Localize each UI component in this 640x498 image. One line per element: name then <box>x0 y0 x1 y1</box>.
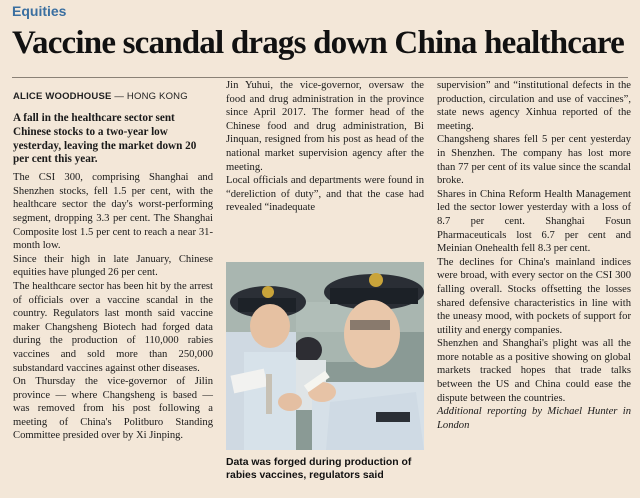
byline-location: HONG KONG <box>126 91 188 102</box>
paragraph: Changsheng shares fell 5 per cent yesterday in Shenzhen. The company has lost more than 77 per cent of its value since the scandal broke. <box>437 134 631 187</box>
paragraph: The CSI 300, comprising Shanghai and Shenzhen stocks, fell 1.5 per cent, with the healthcare sector the day's worst-performing segment, dropping 3.3 per cent. The Shanghai Composite lost 1.5 per cent to reach a near 31-month low. <box>13 172 213 252</box>
paragraph: Shares in China Reform Health Management led the sector lower yesterday with a loss of 8.7 per cent. Shanghai Fosun Pharmaceuticals lost 6.7 per cent and Meinian Onehealth fell 8.3 per cent. <box>437 188 631 255</box>
byline-author: ALICE WOODHOUSE <box>13 91 112 102</box>
article-column-1 <box>13 112 213 443</box>
byline <box>13 91 188 102</box>
section-label: Equities <box>12 3 67 19</box>
article-column-2 <box>226 79 424 215</box>
reporting-credit: Additional reporting by Michael Hunter in London <box>437 406 631 431</box>
photo-caption: Data was forged during production of rabies vaccines, regulators said <box>226 457 412 481</box>
paragraph: The healthcare sector has been hit by the arrest of officials over a vaccine scandal in the country. Regulators last month said vaccine maker Changsheng Biotech had forged data during the production of 110,000 rabies vaccines and sold more than 250,000 substandard vaccines against other diseases. <box>13 280 213 374</box>
paragraph: Jin Yuhui, the vice-governor, oversaw the food and drug administration in the province since April 2017. The former head of the Chinese food and drug administration, Bi Jinquan, resigned from his post as head of the national market supervision agency after the meeting. <box>226 80 424 173</box>
paragraph: Local officials and departments were found in “dereliction of duty”, and that the case had revealed “inadequate <box>226 175 424 214</box>
paragraph: The declines for China's mainland indices were broad, with every sector on the CSI 300 falling overall. Stocks offsetting the losses shared defensive characteristics in line with the uneasy mood, with pockets of support for utility and energy companies. <box>437 256 631 336</box>
paragraph: On Thursday the vice-governor of Jilin province — where Changsheng is based — was removed from his post following a meeting of China's Politburo Standing Committee presided over by Xi Jinping. <box>13 376 213 442</box>
paragraph: supervision” and “institutional defects in the production, circulation and use of vaccines”, state news agency Xinhua reported of the meeting. <box>437 80 631 132</box>
divider-rule <box>12 77 628 78</box>
article-column-3 <box>437 79 631 432</box>
paragraph: Since their high in late January, Chinese equities have plunged 26 per cent. <box>13 253 213 279</box>
standfirst: A fall in the healthcare sector sent Chinese stocks to a two-year low yesterday, leaving the market down 20 per cent this year. <box>13 112 197 166</box>
news-photo <box>226 262 424 450</box>
headline: Vaccine scandal drags down China healthcare <box>12 25 624 61</box>
paragraph: Shenzhen and Shanghai's plight was all the more notable as a positive showing on global markets tracked hopes that trade talks between the US and China could ease the dispute between the countries. <box>437 338 631 404</box>
byline-separator: — <box>111 91 127 102</box>
